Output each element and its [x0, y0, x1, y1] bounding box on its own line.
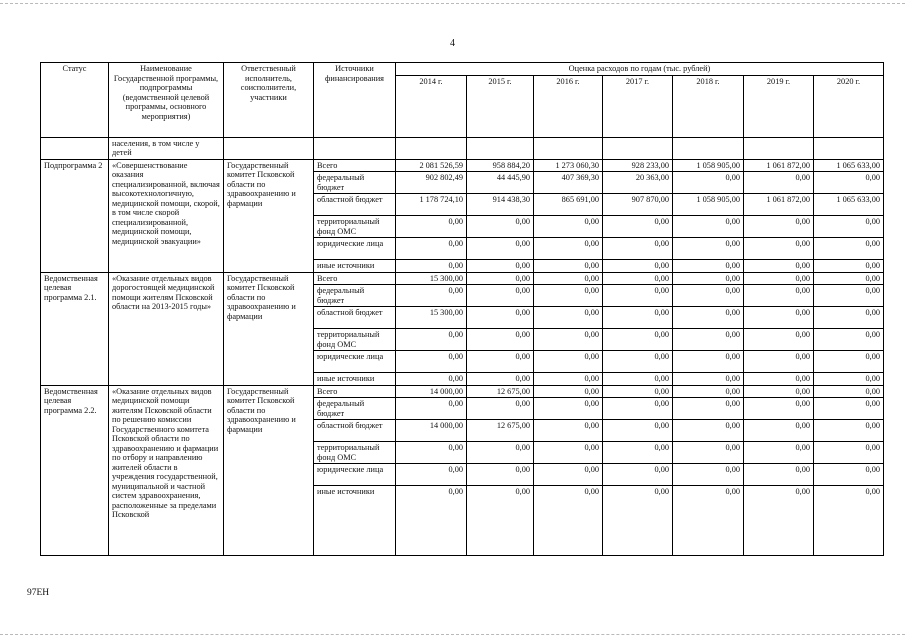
amount-cell: 20 363,00 [603, 172, 673, 194]
funding-source: иные источники [314, 260, 396, 273]
amount-cell: 0,00 [744, 486, 814, 556]
amount-cell: 0,00 [673, 486, 744, 556]
amount-cell: 0,00 [673, 420, 744, 442]
header-estimate: Оценка расходов по годам (тыс. рублей) [396, 63, 884, 76]
amount-cell: 0,00 [673, 272, 744, 285]
amount-cell: 0,00 [744, 285, 814, 307]
amount-cell: 0,00 [534, 486, 603, 556]
amount-cell: 0,00 [814, 420, 884, 442]
section-responsible: Государственный комитет Псковской области по здравоохранению и фармации [224, 159, 314, 272]
section-status: Ведомственная целевая программа 2.1. [41, 272, 109, 385]
amount-cell: 0,00 [814, 442, 884, 464]
amount-cell: 0,00 [603, 329, 673, 351]
amount-cell: 0,00 [603, 285, 673, 307]
amount-cell: 0,00 [534, 442, 603, 464]
amount-cell: 1 058 905,00 [673, 194, 744, 216]
amount-cell: 0,00 [603, 385, 673, 398]
amount-cell: 0,00 [396, 285, 467, 307]
amount-cell: 0,00 [673, 385, 744, 398]
amount-cell: 0,00 [814, 260, 884, 273]
amount-cell: 0,00 [396, 351, 467, 373]
amount-cell: 0,00 [534, 307, 603, 329]
amount-cell: 0,00 [814, 373, 884, 386]
amount-cell: 0,00 [396, 238, 467, 260]
amount-cell: 0,00 [467, 238, 534, 260]
scan-edge-bottom [0, 634, 905, 635]
amount-cell: 958 884,20 [467, 159, 534, 172]
amount-cell: 0,00 [673, 398, 744, 420]
funding-source: юридические лица [314, 464, 396, 486]
amount-cell: 12 675,00 [467, 420, 534, 442]
carryover-row [41, 137, 884, 159]
amount-cell: 0,00 [744, 385, 814, 398]
amount-cell: 0,00 [534, 420, 603, 442]
section-status: Ведомственная целевая программа 2.2. [41, 385, 109, 556]
amount-cell: 1 065 633,00 [814, 194, 884, 216]
amount-cell: 0,00 [603, 238, 673, 260]
funding-source: территориальный фонд ОМС [314, 216, 396, 238]
carryover-status-cell [41, 137, 109, 159]
amount-cell: 0,00 [534, 260, 603, 273]
amount-cell: 0,00 [396, 329, 467, 351]
section-status: Подпрограмма 2 [41, 159, 109, 272]
amount-cell: 1 061 872,00 [744, 159, 814, 172]
amount-cell: 0,00 [814, 351, 884, 373]
amount-cell: 0,00 [603, 307, 673, 329]
amount-cell: 0,00 [603, 486, 673, 556]
amount-cell: 0,00 [396, 442, 467, 464]
amount-cell: 0,00 [603, 260, 673, 273]
amount-cell: 0,00 [814, 307, 884, 329]
amount-cell: 0,00 [814, 172, 884, 194]
amount-cell: 0,00 [814, 285, 884, 307]
amount-cell: 0,00 [534, 272, 603, 285]
amount-cell: 0,00 [673, 260, 744, 273]
scan-edge-top [0, 3, 905, 4]
table-row [41, 159, 884, 172]
amount-cell: 0,00 [467, 260, 534, 273]
amount-cell: 0,00 [814, 464, 884, 486]
amount-cell: 2 081 526,59 [396, 159, 467, 172]
funding-source: областной бюджет [314, 194, 396, 216]
amount-cell: 865 691,00 [534, 194, 603, 216]
amount-cell: 15 300,00 [396, 307, 467, 329]
amount-cell: 0,00 [534, 385, 603, 398]
amount-cell: 0,00 [467, 307, 534, 329]
funding-source: территориальный фонд ОМС [314, 329, 396, 351]
header-responsible: Ответственный исполнитель, соисполнители, участники [224, 63, 314, 138]
amount-cell: 0,00 [744, 420, 814, 442]
amount-cell: 0,00 [673, 307, 744, 329]
funding-source: областной бюджет [314, 307, 396, 329]
amount-cell: 0,00 [744, 260, 814, 273]
amount-cell: 0,00 [814, 216, 884, 238]
amount-cell: 0,00 [744, 464, 814, 486]
amount-cell: 0,00 [534, 398, 603, 420]
funding-source: областной бюджет [314, 420, 396, 442]
table-row [41, 385, 884, 398]
amount-cell: 0,00 [603, 464, 673, 486]
amount-cell: 1 273 060,30 [534, 159, 603, 172]
amount-cell: 0,00 [396, 216, 467, 238]
amount-cell: 0,00 [603, 351, 673, 373]
footer-code: 97ЕН [27, 588, 50, 598]
amount-cell: 0,00 [603, 442, 673, 464]
amount-cell: 0,00 [467, 398, 534, 420]
amount-cell: 914 438,30 [467, 194, 534, 216]
amount-cell: 1 178 724,10 [396, 194, 467, 216]
amount-cell: 15 300,00 [396, 272, 467, 285]
funding-source: территориальный фонд ОМС [314, 442, 396, 464]
header-status: Статус [41, 63, 109, 138]
table-row [41, 272, 884, 285]
amount-cell: 928 233,00 [603, 159, 673, 172]
amount-cell: 0,00 [467, 464, 534, 486]
section-program-name: «Совершенствование оказания специализированной, включая высокотехнологичную, медицинской помощи, скорой, в том числе скорой специализированной, медицинской помощи, медицинской эвакуации» [109, 159, 224, 272]
amount-cell: 0,00 [744, 351, 814, 373]
amount-cell: 0,00 [814, 238, 884, 260]
amount-cell: 14 000,00 [396, 385, 467, 398]
amount-cell: 407 369,30 [534, 172, 603, 194]
amount-cell: 14 000,00 [396, 420, 467, 442]
header-year: 2020 г. [814, 75, 884, 137]
header-sources: Источники финансирования [314, 63, 396, 138]
funding-source: юридические лица [314, 238, 396, 260]
amount-cell: 0,00 [534, 329, 603, 351]
header-year: 2014 г. [396, 75, 467, 137]
header-year: 2018 г. [673, 75, 744, 137]
amount-cell: 0,00 [673, 329, 744, 351]
amount-cell: 1 065 633,00 [814, 159, 884, 172]
amount-cell: 0,00 [396, 373, 467, 386]
amount-cell: 0,00 [467, 285, 534, 307]
amount-cell: 0,00 [673, 351, 744, 373]
amount-cell: 0,00 [814, 329, 884, 351]
amount-cell: 0,00 [744, 172, 814, 194]
amount-cell: 0,00 [396, 260, 467, 273]
funding-source: Всего [314, 159, 396, 172]
amount-cell: 0,00 [534, 464, 603, 486]
amount-cell: 0,00 [814, 385, 884, 398]
amount-cell: 0,00 [603, 420, 673, 442]
amount-cell: 0,00 [673, 216, 744, 238]
amount-cell: 0,00 [467, 351, 534, 373]
amount-cell: 0,00 [744, 442, 814, 464]
amount-cell: 0,00 [744, 272, 814, 285]
amount-cell: 0,00 [467, 329, 534, 351]
amount-cell: 1 061 872,00 [744, 194, 814, 216]
amount-cell: 0,00 [603, 272, 673, 285]
amount-cell: 0,00 [534, 285, 603, 307]
amount-cell: 0,00 [534, 216, 603, 238]
funding-source: Всего [314, 385, 396, 398]
funding-source: Всего [314, 272, 396, 285]
amount-cell: 0,00 [534, 238, 603, 260]
amount-cell: 0,00 [467, 442, 534, 464]
header-year: 2016 г. [534, 75, 603, 137]
amount-cell: 0,00 [814, 398, 884, 420]
header-year: 2019 г. [744, 75, 814, 137]
amount-cell: 0,00 [673, 464, 744, 486]
amount-cell: 0,00 [814, 272, 884, 285]
amount-cell: 0,00 [467, 272, 534, 285]
amount-cell: 0,00 [673, 373, 744, 386]
funding-source: федеральный бюджет [314, 285, 396, 307]
amount-cell: 0,00 [396, 486, 467, 556]
amount-cell: 0,00 [744, 373, 814, 386]
header-program-name: Наименование Государственной программы, подпрограммы (ведомственной целевой программы, основного мероприятия) [109, 63, 224, 138]
amount-cell: 0,00 [467, 486, 534, 556]
amount-cell: 0,00 [534, 351, 603, 373]
amount-cell: 0,00 [744, 329, 814, 351]
amount-cell: 0,00 [744, 398, 814, 420]
amount-cell: 0,00 [744, 307, 814, 329]
header-year: 2017 г. [603, 75, 673, 137]
amount-cell: 0,00 [603, 398, 673, 420]
amount-cell: 1 058 905,00 [673, 159, 744, 172]
carryover-text: населения, в том числе у детей [109, 137, 224, 159]
funding-source: юридические лица [314, 351, 396, 373]
amount-cell: 907 870,00 [603, 194, 673, 216]
amount-cell: 44 445,90 [467, 172, 534, 194]
section-responsible: Государственный комитет Псковской области по здравоохранению и фармации [224, 272, 314, 385]
amount-cell: 902 802,49 [396, 172, 467, 194]
amount-cell: 0,00 [467, 373, 534, 386]
amount-cell: 0,00 [673, 442, 744, 464]
amount-cell: 0,00 [673, 238, 744, 260]
funding-source: иные источники [314, 373, 396, 386]
amount-cell: 0,00 [744, 216, 814, 238]
page-number: 4 [450, 38, 455, 49]
header-year: 2015 г. [467, 75, 534, 137]
amount-cell: 0,00 [603, 373, 673, 386]
funding-source: иные источники [314, 486, 396, 556]
amount-cell: 0,00 [744, 238, 814, 260]
amount-cell: 0,00 [673, 285, 744, 307]
funding-source: федеральный бюджет [314, 398, 396, 420]
funding-source: федеральный бюджет [314, 172, 396, 194]
amount-cell: 0,00 [396, 398, 467, 420]
amount-cell: 0,00 [603, 216, 673, 238]
section-program-name: «Оказание отдельных видов медицинской помощи жителям Псковской области по решению комиссии Государственного комитета Псковской области по здравоохранению и фармации по отбору и направлению жителей области в учреждения государственной, муниципальной и частной систем здравоохранения, расположенные за пределами Псковской [109, 385, 224, 556]
amount-cell: 0,00 [673, 172, 744, 194]
amount-cell: 0,00 [814, 486, 884, 556]
section-program-name: «Оказание отдельных видов дорогостоящей медицинской помощи жителям Псковской области на 2013-2015 годы» [109, 272, 224, 385]
amount-cell: 12 675,00 [467, 385, 534, 398]
expenditure-table [40, 62, 884, 556]
amount-cell: 0,00 [534, 373, 603, 386]
amount-cell: 0,00 [396, 464, 467, 486]
amount-cell: 0,00 [467, 216, 534, 238]
section-responsible: Государственный комитет Псковской области по здравоохранению и фармации [224, 385, 314, 556]
